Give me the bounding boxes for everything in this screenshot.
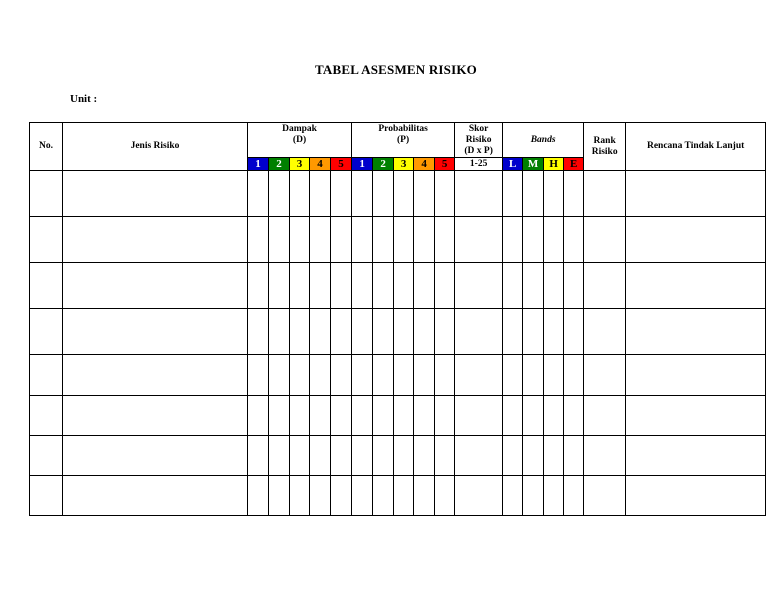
table-cell[interactable] [584,436,626,476]
table-cell[interactable] [394,476,414,516]
probabilitas-scale-1: 1 [352,158,373,171]
table-cell[interactable] [394,355,414,396]
table-cell[interactable] [269,396,290,436]
table-cell[interactable] [503,309,523,355]
table-cell[interactable] [503,171,523,217]
table-cell[interactable] [269,476,290,516]
table-cell[interactable] [455,217,503,263]
probabilitas-scale-5: 5 [435,158,455,171]
page-title: TABEL ASESMEN RISIKO [315,62,477,77]
table-cell[interactable] [373,171,394,217]
table-cell[interactable] [290,355,310,396]
table-cell[interactable] [63,476,248,516]
table-cell[interactable] [394,309,414,355]
header-rencana-tindak-lanjut: Rencana Tindak Lanjut [626,123,766,171]
header-dampak [248,123,352,158]
table-cell[interactable] [352,396,373,436]
dampak-scale-4: 4 [310,158,331,171]
table-cell[interactable] [414,263,435,309]
table-cell[interactable] [564,263,584,309]
table-cell[interactable] [269,263,290,309]
table-cell[interactable] [523,171,544,217]
table-cell[interactable] [414,396,435,436]
table-cell[interactable] [435,217,455,263]
header-rank-risiko [584,123,626,171]
table-cell[interactable] [544,355,564,396]
table-cell[interactable] [544,263,564,309]
table-cell[interactable] [435,171,455,217]
table-row [30,309,766,355]
table-row [30,476,766,516]
table-cell[interactable] [523,476,544,516]
table-cell[interactable] [331,355,352,396]
table-cell[interactable] [310,263,331,309]
table-header-row [30,123,766,158]
table-cell[interactable] [503,396,523,436]
table-cell[interactable] [564,171,584,217]
table-cell[interactable] [290,171,310,217]
table-cell[interactable] [455,476,503,516]
table-cell[interactable] [544,171,564,217]
table-row [30,263,766,309]
table-cell[interactable] [584,263,626,309]
table-cell[interactable] [248,263,269,309]
dampak-scale-1: 1 [248,158,269,171]
table-cell[interactable] [626,217,766,263]
table-cell[interactable] [523,396,544,436]
table-cell[interactable] [269,217,290,263]
header-no: No. [30,123,63,171]
table-cell[interactable] [373,309,394,355]
table-cell[interactable] [626,263,766,309]
table-cell[interactable] [544,309,564,355]
table-cell[interactable] [248,396,269,436]
table-cell[interactable] [394,263,414,309]
table-cell[interactable] [435,476,455,516]
table-cell[interactable] [523,217,544,263]
table-cell[interactable] [310,217,331,263]
table-cell[interactable] [626,171,766,217]
table-cell[interactable] [352,263,373,309]
table-cell[interactable] [63,355,248,396]
table-cell[interactable] [503,476,523,516]
table-cell[interactable] [373,263,394,309]
table-cell[interactable] [564,436,584,476]
table-cell[interactable] [352,476,373,516]
table-cell[interactable] [310,436,331,476]
table-cell[interactable] [310,476,331,516]
table-cell[interactable] [564,217,584,263]
table-cell[interactable] [455,263,503,309]
table-cell[interactable] [414,309,435,355]
table-cell[interactable] [503,436,523,476]
table-cell[interactable] [584,355,626,396]
header-probabilitas-sub: (P) [397,135,410,145]
header-bands: Bands [503,123,584,158]
table-cell[interactable] [394,217,414,263]
table-cell[interactable] [564,476,584,516]
table-cell[interactable] [626,309,766,355]
table-cell[interactable] [30,436,63,476]
table-cell[interactable] [435,436,455,476]
table-cell[interactable] [290,396,310,436]
table-cell[interactable] [455,171,503,217]
dampak-scale-3: 3 [290,158,310,171]
table-cell[interactable] [455,355,503,396]
table-cell[interactable] [455,309,503,355]
table-cell[interactable] [331,396,352,436]
table-cell[interactable] [584,217,626,263]
header-skor-line-1: Skor [468,124,489,134]
header-skor-line-3: (D x P) [464,146,493,156]
table-body [30,171,766,516]
table-cell[interactable] [394,436,414,476]
table-cell[interactable] [248,436,269,476]
table-cell[interactable] [544,396,564,436]
table-cell[interactable] [414,355,435,396]
table-cell[interactable] [352,355,373,396]
table-row [30,217,766,263]
table-cell[interactable] [290,217,310,263]
table-cell[interactable] [503,263,523,309]
table-cell[interactable] [414,217,435,263]
table-cell[interactable] [248,476,269,516]
header-skor-risiko [455,123,503,158]
header-probabilitas-label: Probabilitas [378,124,428,134]
header-rank-line-1: Rank [593,135,616,146]
table-cell[interactable] [63,309,248,355]
table-cell[interactable] [414,171,435,217]
table-cell[interactable] [435,263,455,309]
table-cell[interactable] [394,171,414,217]
table-cell[interactable] [523,355,544,396]
table-cell[interactable] [626,396,766,436]
table-cell[interactable] [584,476,626,516]
table-cell[interactable] [248,309,269,355]
table-cell[interactable] [248,217,269,263]
table-cell[interactable] [503,355,523,396]
table-cell[interactable] [310,309,331,355]
table-cell[interactable] [564,396,584,436]
header-jenis-risiko: Jenis Risiko [63,123,248,171]
header-probabilitas [352,123,455,158]
table-cell[interactable] [455,436,503,476]
table-cell[interactable] [626,476,766,516]
table-cell[interactable] [373,396,394,436]
table-cell[interactable] [331,171,352,217]
unit-label: Unit : [70,93,98,105]
table-cell[interactable] [435,355,455,396]
table-cell[interactable] [373,355,394,396]
header-rank-line-2: Risiko [591,146,618,157]
probabilitas-scale-3: 3 [394,158,414,171]
skor-range: 1-25 [455,158,503,171]
table-cell[interactable] [30,217,63,263]
table-cell[interactable] [269,309,290,355]
table-cell[interactable] [331,217,352,263]
table-cell[interactable] [584,171,626,217]
table-cell[interactable] [30,309,63,355]
table-cell[interactable] [331,476,352,516]
table-cell[interactable] [352,436,373,476]
table-cell[interactable] [30,263,63,309]
table-cell[interactable] [373,217,394,263]
table-cell[interactable] [310,171,331,217]
table-cell[interactable] [352,171,373,217]
table-row [30,171,766,217]
table-cell[interactable] [352,309,373,355]
table-cell[interactable] [30,171,63,217]
table-cell[interactable] [352,217,373,263]
table-cell[interactable] [584,309,626,355]
header-dampak-label: Dampak [282,124,317,134]
table-cell[interactable] [63,217,248,263]
table-cell[interactable] [269,171,290,217]
table-cell[interactable] [310,355,331,396]
risk-assessment-table [29,122,766,516]
band-extreme: E [564,158,584,171]
table-cell[interactable] [584,396,626,436]
table-cell[interactable] [30,355,63,396]
table-cell[interactable] [331,436,352,476]
table-cell[interactable] [523,309,544,355]
table-cell[interactable] [523,263,544,309]
table-cell[interactable] [564,309,584,355]
probabilitas-scale-4: 4 [414,158,435,171]
table-row [30,436,766,476]
table-cell[interactable] [435,309,455,355]
dampak-scale-2: 2 [269,158,290,171]
table-cell[interactable] [30,476,63,516]
table-cell[interactable] [503,217,523,263]
table-cell[interactable] [414,436,435,476]
band-medium: M [523,158,544,171]
table-cell[interactable] [290,263,310,309]
table-cell[interactable] [269,355,290,396]
table-cell[interactable] [331,309,352,355]
table-cell[interactable] [544,436,564,476]
table-cell[interactable] [269,436,290,476]
table-cell[interactable] [248,171,269,217]
table-row [30,355,766,396]
table-cell[interactable] [544,217,564,263]
table-cell[interactable] [63,171,248,217]
probabilitas-scale-2: 2 [373,158,394,171]
header-dampak-sub: (D) [292,135,307,145]
table-cell[interactable] [414,476,435,516]
table-cell[interactable] [626,355,766,396]
table-cell[interactable] [373,476,394,516]
table-cell[interactable] [30,396,63,436]
table-cell[interactable] [63,436,248,476]
table-cell[interactable] [455,396,503,436]
band-high: H [544,158,564,171]
table-cell[interactable] [435,396,455,436]
table-cell[interactable] [544,476,564,516]
band-low: L [503,158,523,171]
table-cell[interactable] [290,436,310,476]
dampak-scale-5: 5 [331,158,352,171]
table-cell[interactable] [290,476,310,516]
table-cell[interactable] [63,263,248,309]
table-cell[interactable] [63,396,248,436]
table-cell[interactable] [290,309,310,355]
table-cell[interactable] [248,355,269,396]
table-cell[interactable] [523,436,544,476]
header-skor-line-2: Risiko [465,135,492,145]
table-cell[interactable] [331,263,352,309]
table-row [30,396,766,436]
table-cell[interactable] [394,396,414,436]
table-cell[interactable] [564,355,584,396]
table-cell[interactable] [626,436,766,476]
table-cell[interactable] [373,436,394,476]
table-cell[interactable] [310,396,331,436]
